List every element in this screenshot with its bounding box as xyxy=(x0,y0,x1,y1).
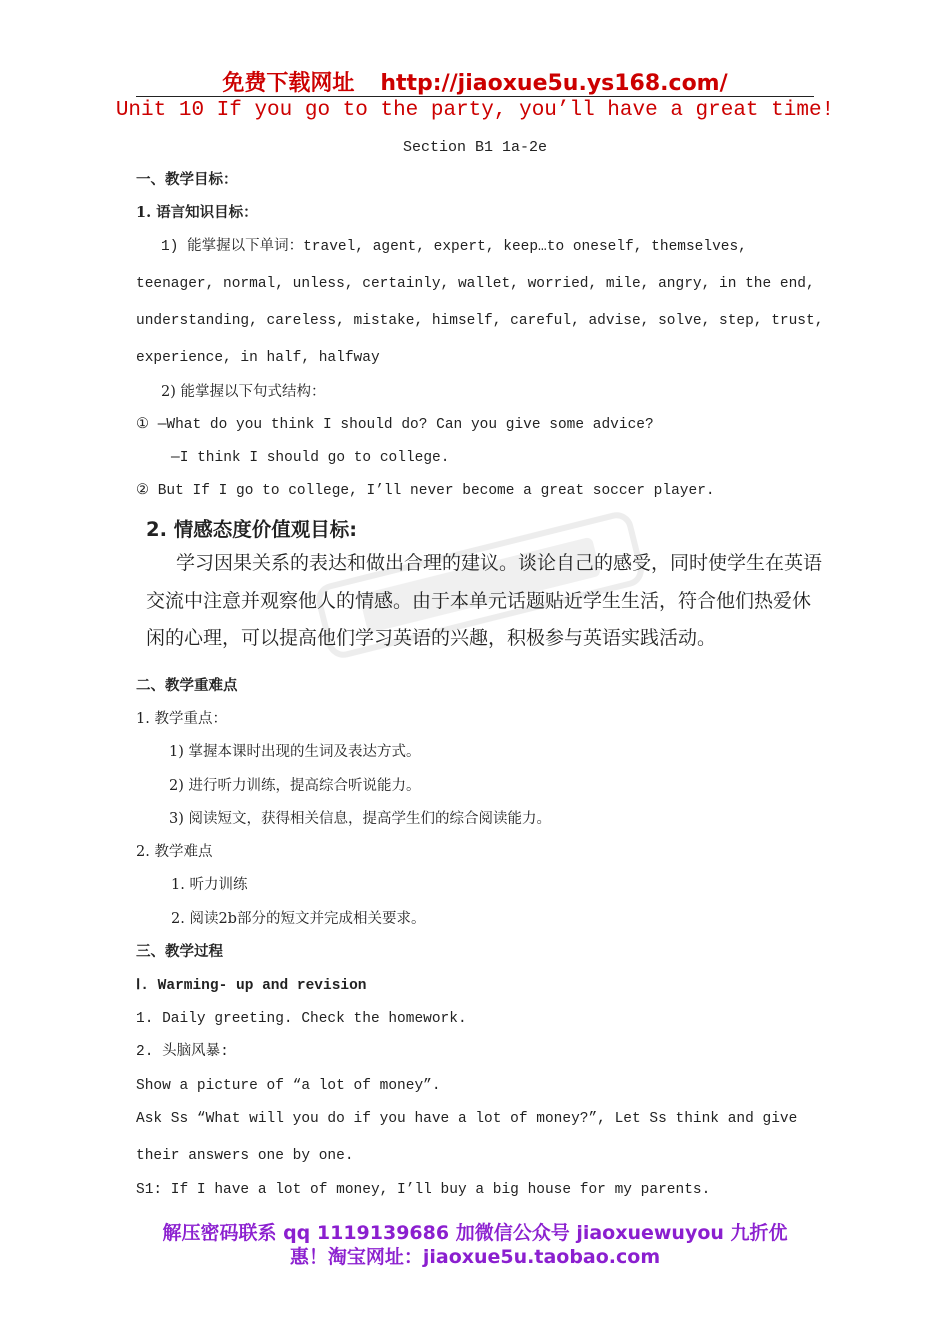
heading-procedure: 三、教学过程 xyxy=(136,943,223,960)
section-subtitle: Section B1 1a-2e xyxy=(402,139,548,156)
emotion-line: 闲的心理，可以提高他们学习英语的兴趣，积极参与英语实践活动。 xyxy=(146,627,717,649)
vocab-line: 1) 能掌握以下单词：travel, agent, expert, keep…to oneself, themselves, xyxy=(161,239,747,255)
key-point-item: 1) 掌握本课时出现的生词及表达方式。 xyxy=(169,744,421,760)
key-point-item: 3) 阅读短文，获得相关信息，提高学生们的综合阅读能力。 xyxy=(169,811,551,827)
difficulty-item: 1. 听力训练 xyxy=(171,877,248,893)
key-point-item: 2) 进行听力训练，提高综合听说能力。 xyxy=(169,778,421,794)
procedure-line: 1. Daily greeting. Check the homework. xyxy=(136,1011,467,1027)
procedure-line: their answers one by one. xyxy=(136,1148,354,1164)
heading-objectives: 一、教学目标： xyxy=(136,171,238,188)
emotion-line: 交流中注意并观察他人的情感。由于本单元话题贴近学生生活，符合他们热爱休 xyxy=(146,590,812,612)
procedure-line: S1: If I have a lot of money, I’ll buy a big house for my parents. xyxy=(136,1182,711,1198)
heading-key-points: 二、教学重难点 xyxy=(136,677,238,694)
difficulty-label: 2. 教学难点 xyxy=(136,844,213,860)
procedure-line: 2. 头脑风暴: xyxy=(136,1044,229,1060)
structure-line: ② But If I go to college, I’ll never become a great soccer player. xyxy=(136,483,715,499)
emotion-line: 学习因果关系的表达和做出合理的建议。谈论自己的感受，同时使学生在英语 xyxy=(176,552,823,574)
watermark-logo xyxy=(290,478,671,691)
vocab-line: experience, in half, halfway xyxy=(136,350,380,366)
footer-shop-line[interactable]: 惠！淘宝网址：jiaoxue5u.taobao.com xyxy=(289,1246,661,1268)
key-points-label: 1. 教学重点： xyxy=(136,711,227,727)
header-url[interactable]: http://jiaoxue5u.ys168.com/ xyxy=(380,71,728,96)
page-title: Unit 10 If you go to the party, you’ll have a great time! xyxy=(115,99,835,122)
structure-line: —I think I should go to college. xyxy=(171,450,450,466)
header-label: 免费下载网址 xyxy=(222,71,355,96)
difficulty-item: 2. 阅读2b部分的短文并完成相关要求。 xyxy=(171,911,426,927)
vocab-line: teenager, normal, unless, certainly, wallet, worried, mile, angry, in the end, xyxy=(136,276,815,292)
procedure-line: Show a picture of “a lot of money”. xyxy=(136,1078,441,1094)
vocab-line: understanding, careless, mistake, himself, careful, advise, solve, step, trust, xyxy=(136,313,824,329)
structure-line: ① —What do you think I should do? Can you give some advice? xyxy=(136,417,654,433)
header-download-link[interactable] xyxy=(0,66,950,97)
structure-label: 2) 能掌握以下句式结构： xyxy=(161,384,326,400)
footer-contact-line: 解压密码联系 qq 1119139686 加微信公众号 jiaoxuewuyou 九折优 xyxy=(162,1222,788,1244)
header-divider xyxy=(136,96,814,97)
heading-emotion-goals: 2. 情感态度价值观目标: xyxy=(146,518,358,541)
step-warming-up: Ⅰ. Warming- up and revision xyxy=(136,978,367,994)
procedure-line: Ask Ss “What will you do if you have a lot of money?”, Let Ss think and give xyxy=(136,1111,798,1127)
heading-language-goals: 1. 语言知识目标： xyxy=(136,204,258,221)
